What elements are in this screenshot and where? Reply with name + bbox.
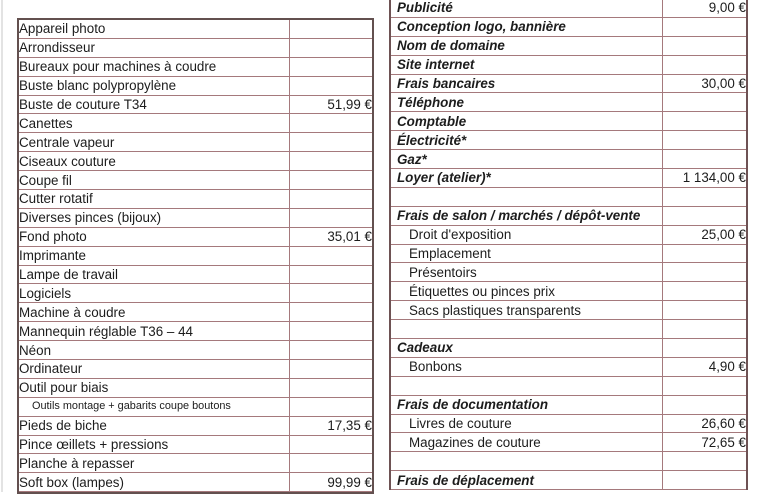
- equipment-table-container: [17, 18, 374, 494]
- equipment-label-cell[interactable]: Logiciels: [19, 284, 290, 303]
- expenses-value-cell[interactable]: 1 134,00 €: [663, 169, 746, 188]
- expenses-value-cell[interactable]: [663, 263, 746, 282]
- expenses-label-cell[interactable]: Droit d'exposition: [391, 226, 663, 245]
- equipment-value-cell[interactable]: 99,99 €: [290, 473, 372, 492]
- equipment-label-cell[interactable]: Soft box (lampes): [19, 473, 290, 492]
- equipment-row: [19, 171, 372, 190]
- equipment-value-cell[interactable]: [290, 152, 372, 171]
- equipment-row: [19, 266, 372, 285]
- equipment-value-cell[interactable]: 35,01 €: [290, 228, 372, 247]
- equipment-row: [19, 341, 372, 360]
- equipment-label-cell[interactable]: Lampe de travail: [19, 266, 290, 285]
- expenses-value-cell[interactable]: [663, 452, 746, 471]
- equipment-label-cell[interactable]: Imprimante: [19, 247, 290, 266]
- expenses-row: [391, 282, 746, 301]
- equipment-value-cell[interactable]: [290, 209, 372, 228]
- expenses-row: [391, 377, 746, 396]
- equipment-label-cell[interactable]: Planche à repasser: [19, 454, 290, 473]
- expenses-value-cell[interactable]: [663, 37, 746, 56]
- expenses-row: [391, 112, 746, 131]
- expenses-value-cell[interactable]: [663, 282, 746, 301]
- expenses-row: [391, 358, 746, 377]
- equipment-label-cell[interactable]: Outil pour biais: [19, 379, 290, 398]
- expenses-row: [391, 226, 746, 245]
- expenses-label-cell[interactable]: Frais de déplacement: [391, 471, 663, 490]
- equipment-row: [19, 39, 372, 58]
- equipment-label-cell[interactable]: Pince œillets + pressions: [19, 436, 290, 455]
- equipment-value-cell[interactable]: [290, 58, 372, 77]
- expenses-value-cell[interactable]: [663, 18, 746, 37]
- expenses-label-cell[interactable]: Étiquettes ou pinces prix: [391, 282, 663, 301]
- equipment-row: [19, 58, 372, 77]
- equipment-label-cell[interactable]: Outils montage + gabarits coupe boutons: [19, 398, 290, 417]
- equipment-table: [19, 20, 372, 492]
- equipment-label-cell[interactable]: Pieds de biche: [19, 417, 290, 436]
- expenses-label-cell[interactable]: Magazines de couture: [391, 433, 663, 452]
- expenses-label-cell[interactable]: Sacs plastiques transparents: [391, 301, 663, 320]
- expenses-table-container: [389, 0, 748, 490]
- equipment-label-cell[interactable]: Fond photo: [19, 228, 290, 247]
- expenses-row: [391, 207, 746, 226]
- expenses-row: [391, 93, 746, 112]
- expenses-value-cell[interactable]: 30,00 €: [663, 75, 746, 94]
- equipment-value-cell[interactable]: [290, 190, 372, 209]
- expenses-row: [391, 471, 746, 490]
- equipment-label-cell[interactable]: Bureaux pour machines à coudre: [19, 58, 290, 77]
- equipment-row: [19, 247, 372, 266]
- expenses-row: [391, 245, 746, 264]
- expenses-label-cell[interactable]: Comptable: [391, 112, 663, 131]
- expenses-value-cell[interactable]: [663, 112, 746, 131]
- expenses-value-cell[interactable]: [663, 320, 746, 339]
- expenses-table: [391, 0, 746, 490]
- expenses-label-cell[interactable]: [391, 188, 663, 207]
- expenses-value-cell[interactable]: [663, 150, 746, 169]
- expenses-row: [391, 396, 746, 415]
- expenses-value-cell[interactable]: [663, 131, 746, 150]
- equipment-row: [19, 77, 372, 96]
- equipment-value-cell[interactable]: [290, 360, 372, 379]
- equipment-value-cell[interactable]: [290, 303, 372, 322]
- expenses-value-cell[interactable]: [663, 188, 746, 207]
- expenses-value-cell[interactable]: 4,90 €: [663, 358, 746, 377]
- equipment-row: [19, 228, 372, 247]
- equipment-row: [19, 209, 372, 228]
- equipment-row: [19, 473, 372, 492]
- equipment-value-cell[interactable]: 51,99 €: [290, 96, 372, 115]
- window-edge-divider: [1, 0, 3, 492]
- equipment-label-cell[interactable]: Néon: [19, 341, 290, 360]
- expenses-label-cell[interactable]: Présentoirs: [391, 263, 663, 282]
- equipment-label-cell[interactable]: Machine à coudre: [19, 303, 290, 322]
- expenses-label-cell[interactable]: Frais de salon / marchés / dépôt-vente: [391, 207, 663, 226]
- expenses-value-cell[interactable]: [663, 471, 746, 490]
- expenses-row: [391, 320, 746, 339]
- expenses-row: [391, 415, 746, 434]
- expenses-row: [391, 0, 746, 18]
- expenses-value-cell[interactable]: 9,00 €: [663, 0, 746, 18]
- expenses-label-cell[interactable]: Frais bancaires: [391, 75, 663, 94]
- equipment-value-cell[interactable]: [290, 114, 372, 133]
- expenses-label-cell[interactable]: Gaz*: [391, 150, 663, 169]
- equipment-row: [19, 398, 372, 417]
- equipment-row: [19, 360, 372, 379]
- expenses-label-cell[interactable]: [391, 377, 663, 396]
- expenses-label-cell[interactable]: Téléphone: [391, 93, 663, 112]
- equipment-row: [19, 303, 372, 322]
- equipment-label-cell[interactable]: Mannequin réglable T36 – 44: [19, 322, 290, 341]
- equipment-value-cell[interactable]: [290, 284, 372, 303]
- expenses-value-cell[interactable]: [663, 56, 746, 75]
- equipment-row: [19, 96, 372, 115]
- equipment-row: [19, 417, 372, 436]
- expenses-label-cell[interactable]: Emplacement: [391, 245, 663, 264]
- equipment-label-cell[interactable]: Diverses pinces (bijoux): [19, 209, 290, 228]
- equipment-row: [19, 454, 372, 473]
- expenses-row: [391, 433, 746, 452]
- expenses-row: [391, 188, 746, 207]
- equipment-row: [19, 114, 372, 133]
- equipment-value-cell[interactable]: [290, 20, 372, 39]
- expenses-value-cell[interactable]: 26,60 €: [663, 415, 746, 434]
- expenses-row: [391, 56, 746, 75]
- expenses-label-cell[interactable]: Conception logo, bannière: [391, 18, 663, 37]
- equipment-value-cell[interactable]: [290, 133, 372, 152]
- equipment-value-cell[interactable]: [290, 454, 372, 473]
- equipment-value-cell[interactable]: [290, 398, 372, 417]
- expenses-row: [391, 37, 746, 56]
- equipment-value-cell[interactable]: [290, 171, 372, 190]
- equipment-row: [19, 20, 372, 39]
- equipment-label-cell[interactable]: Cutter rotatif: [19, 190, 290, 209]
- equipment-label-cell[interactable]: Canettes: [19, 114, 290, 133]
- equipment-row: [19, 436, 372, 455]
- equipment-value-cell[interactable]: [290, 436, 372, 455]
- equipment-row: [19, 284, 372, 303]
- expenses-label-cell[interactable]: Livres de couture: [391, 415, 663, 434]
- expenses-label-cell[interactable]: Loyer (atelier)*: [391, 169, 663, 188]
- equipment-label-cell[interactable]: Appareil photo: [19, 20, 290, 39]
- equipment-label-cell[interactable]: Ciseaux couture: [19, 152, 290, 171]
- equipment-row: [19, 379, 372, 398]
- equipment-label-cell[interactable]: Ordinateur: [19, 360, 290, 379]
- equipment-row: [19, 152, 372, 171]
- expenses-value-cell[interactable]: [663, 339, 746, 358]
- expenses-label-cell[interactable]: Nom de domaine: [391, 37, 663, 56]
- expenses-label-cell[interactable]: [391, 320, 663, 339]
- equipment-value-cell[interactable]: [290, 77, 372, 96]
- equipment-label-cell[interactable]: Arrondisseur: [19, 39, 290, 58]
- expenses-row: [391, 18, 746, 37]
- expenses-label-cell[interactable]: Publicité: [391, 0, 663, 18]
- equipment-label-cell[interactable]: Buste blanc polypropylène: [19, 77, 290, 96]
- expenses-value-cell[interactable]: 25,00 €: [663, 226, 746, 245]
- equipment-label-cell[interactable]: Centrale vapeur: [19, 133, 290, 152]
- expenses-row: [391, 150, 746, 169]
- equipment-row: [19, 133, 372, 152]
- expenses-value-cell[interactable]: [663, 301, 746, 320]
- equipment-value-cell[interactable]: 17,35 €: [290, 417, 372, 436]
- expenses-value-cell[interactable]: 72,65 €: [663, 433, 746, 452]
- equipment-label-cell[interactable]: Buste de couture T34: [19, 96, 290, 115]
- equipment-value-cell[interactable]: [290, 247, 372, 266]
- expenses-label-cell[interactable]: Bonbons: [391, 358, 663, 377]
- equipment-row: [19, 322, 372, 341]
- equipment-value-cell[interactable]: [290, 341, 372, 360]
- expenses-value-cell[interactable]: [663, 207, 746, 226]
- expenses-row: [391, 263, 746, 282]
- expenses-value-cell[interactable]: [663, 93, 746, 112]
- equipment-value-cell[interactable]: [290, 322, 372, 341]
- expenses-value-cell[interactable]: [663, 245, 746, 264]
- expenses-value-cell[interactable]: [663, 377, 746, 396]
- equipment-value-cell[interactable]: [290, 39, 372, 58]
- expenses-label-cell[interactable]: Site internet: [391, 56, 663, 75]
- expenses-row: [391, 75, 746, 94]
- expenses-row: [391, 452, 746, 471]
- expenses-label-cell[interactable]: [391, 452, 663, 471]
- expenses-row: [391, 301, 746, 320]
- expenses-label-cell[interactable]: Cadeaux: [391, 339, 663, 358]
- expenses-row: [391, 131, 746, 150]
- equipment-label-cell[interactable]: Coupe fil: [19, 171, 290, 190]
- equipment-row: [19, 190, 372, 209]
- expenses-row: [391, 169, 746, 188]
- expenses-label-cell[interactable]: Frais de documentation: [391, 396, 663, 415]
- equipment-value-cell[interactable]: [290, 379, 372, 398]
- expenses-row: [391, 339, 746, 358]
- expenses-value-cell[interactable]: [663, 396, 746, 415]
- equipment-value-cell[interactable]: [290, 266, 372, 285]
- expenses-label-cell[interactable]: Électricité*: [391, 131, 663, 150]
